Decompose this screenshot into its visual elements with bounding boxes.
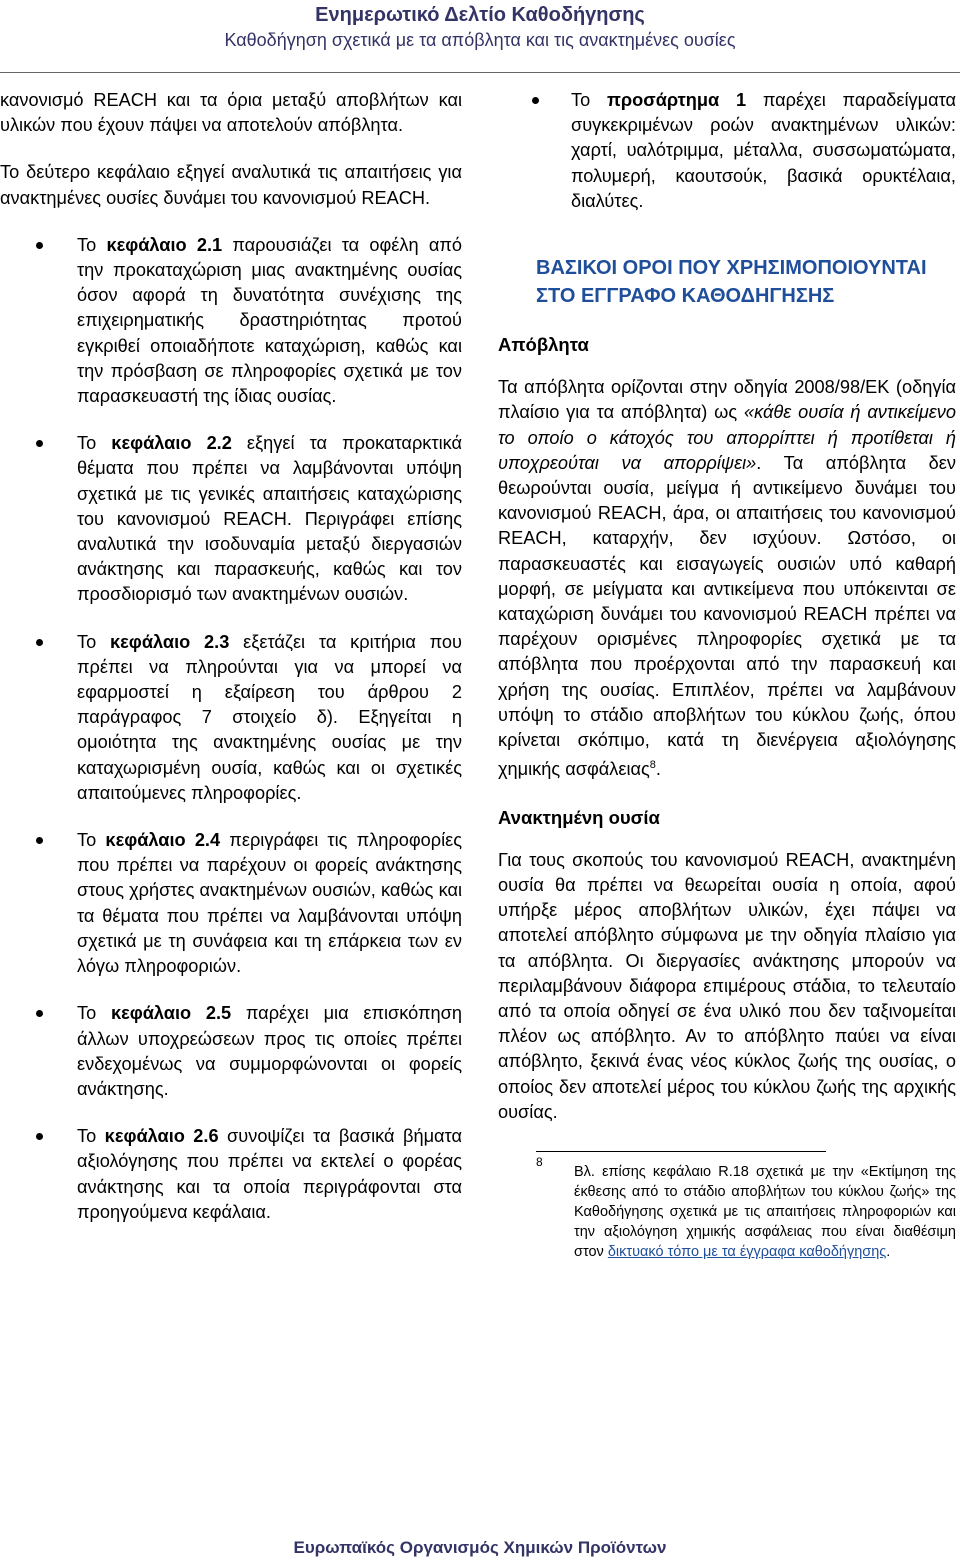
bullet-icon: [36, 242, 43, 249]
paragraph-waste: Τα απόβλητα ορίζονται στην οδηγία 2008/98/ΕΚ (οδηγία πλαίσιο για τα απόβλητα) ως «κάθε ουσία ή αντικείμενο το οποίο ο κάτοχός του απορρίπτει ή προτίθεται ή υποχρεούται να απορρίψει». Τα απόβλητα δεν θεωρούνται ουσία, μείγμα ή αντικείμενο δυνάμει του κανονισμού REACH, άρα, οι απαιτήσεις του κανονισμού REACH, καταρχήν, δεν ισχύουν. Ωστόσο, οι παρασκευαστές και εισαγωγείς ουσιών υπό καθαρή μορφή, σε μείγματα και αντικείμενα που υπόκεινται σε καταχώριση δυνάμει του κανονισμού REACH πρέπει να παρέχουν ορισμένες πληροφορίες σχετικά με τα απόβλητα που προέρχονται από την παρασκευή και χρήση της ουσίας. Επιπλέον, πρέπει να λαμβάνουν υπόψη το στάδιο αποβλήτων του κύκλου ζωής, όπου κρίνεται σκόπιμο, κατά τη διενέργεια αξιολόγησης χημικής ασφάλειας$^8$.: [498, 377, 957, 780]
bullet-icon: [36, 1133, 43, 1140]
bullet-icon: [36, 639, 43, 646]
bullet-icon: [532, 97, 539, 104]
page-header: [0, 0, 960, 52]
bullet-icon: [36, 440, 43, 447]
page-footer: Ευρωπαϊκός Οργανισμός Χημικών Προϊόντων: [293, 1538, 667, 1557]
bullet-item: Το προσάρτημα 1 παρέχει παραδείγματα συγκεκριμένων ροών ανακτημένων υλικών: χαρτί, υαλότριμμα, μέταλλα, συσσωματώματα, πολυμερή, καουτσούκ, βασικά ορυκτέλαια, διαλύτες.: [498, 88, 956, 214]
bullet-item: Το κεφάλαιο 2.6 συνοψίζει τα βασικά βήματα αξιολόγησης που πρέπει να εκτελεί ο φορέας ανάκτησης και τα οποία περιγράφονται στα προηγούμενα κεφάλαια.: [0, 1124, 462, 1225]
bullet-item: Το κεφάλαιο 2.2 εξηγεί τα προκαταρκτικά θέματα που πρέπει να λαμβάνονται υπόψη σχετικά με τις γενικές απαιτήσεις καταχώρισης του κανονισμού REACH. Περιγράφει επίσης αναλυτικά την ισοδυναμία μεταξύ διεργασιών ανάκτησης και παρασκευής, καθώς και τον προσδιορισμό των ανακτημένων ουσιών.: [0, 431, 462, 607]
subheading-waste: Απόβλητα: [498, 334, 589, 356]
bullet-item: Το κεφάλαιο 2.3 εξετάζει τα κριτήρια που πρέπει να πληρούνται για να μπορεί να εφαρμοστεί η εξαίρεση του άρθρου 2 παράγραφος 7 στοιχείο δ). Εξηγείται η ομοιότητα της ανακτημένης ουσίας με την καταχωρισμένη ουσία, καθώς και οι σχετικές απαιτούμενες πληροφορίες.: [0, 630, 462, 806]
paragraph-recovered: Για τους σκοπούς του κανονισμού REACH, ανακτημένη ουσία θα πρέπει να θεωρείται ουσία η οποία, αφού υπήρξε μέρος αποβλήτων υλικών, έχει πάψει να αποτελεί απόβλητο σύμφωνα με την οδηγία πλαίσιο για τα απόβλητα. Οι διεργασίες ανάκτησης μπορούν να περιλαμβάνουν διάφορα επιμέρους στάδια, το τελευταίο από τα οποία οδηγεί σε ένα υλικό που δεν ταξινομείται πλέον ως απόβλητο. Αν το απόβλητο παύει να είναι απόβλητο, ξεκινά ένας νέος κύκλος ζωής της ουσίας, ο οποίος δεν αποτελεί μέρος του κύκλου ζωής της αρχικής ουσίας.: [498, 849, 956, 1122]
bullet-icon: [36, 1010, 43, 1017]
bullet-item: Το κεφάλαιο 2.5 παρέχει μια επισκόπηση άλλων υποχρεώσεων προς τις οποίες πρέπει ενδεχομένως να συμμορφώνονται οι φορείς ανάκτησης.: [0, 1001, 462, 1102]
document-subtitle: Καθοδήγηση σχετικά με τα απόβλητα και τις ανακτημένες ουσίες: [224, 30, 736, 50]
paragraph: κανονισμό REACH και τα όρια μεταξύ αποβλήτων και υλικών που έχουν πάψει να αποτελούν απόβλητα.: [0, 90, 462, 136]
right-column: [498, 88, 956, 1262]
left-column: [0, 88, 462, 1225]
header-rule: [0, 72, 960, 73]
bullet-icon: [36, 837, 43, 844]
section-heading: ΒΑΣΙΚΟΙ ΟΡΟΙ ΠΟΥ ΧΡΗΣΙΜΟΠΟΙΟΥΝΤΑΙ ΣΤΟ ΕΓΓΡΑΦΟ ΚΑΘΟΔΗΓΗΣΗΣ: [536, 257, 927, 308]
document-title: Ενημερωτικό Δελτίο Καθοδήγησης: [315, 4, 645, 26]
footnote-number: 8: [536, 1154, 543, 1169]
bullet-item: Το κεφάλαιο 2.1 παρουσιάζει τα οφέλη από την προκαταχώριση μιας ανακτημένης ουσίας όσον αφορά τη δυνατότητα συνέχισης της επιχειρηματικής δραστηριότητας προτού εγκριθεί οποιαδήποτε καταχώριση, καθώς και την πρόσβαση σε πληροφορίες σχετικά με τον παρασκευαστή της ίδιας ουσίας.: [0, 233, 462, 409]
footnote: 8 Βλ. επίσης κεφάλαιο R.18 σχετικά με την «Εκτίμηση της έκθεσης από το στάδιο αποβλήτων του κύκλου ζωής» της Καθοδήγησης σχετικά με τις απαιτήσεις πληροφοριών και την αξιολόγηση χημικής ασφάλειας που είναι διαθέσιμη στον δικτυακό τόπο με τα έγγραφα καθοδήγησης.: [536, 1152, 956, 1262]
paragraph: Το δεύτερο κεφάλαιο εξηγεί αναλυτικά τις απαιτήσεις για ανακτημένες ουσίες δυνάμει του κανονισμού REACH.: [0, 162, 462, 208]
guidance-website-link[interactable]: δικτυακό τόπο με τα έγγραφα καθοδήγησης: [607, 1243, 887, 1260]
bullet-item: Το κεφάλαιο 2.4 περιγράφει τις πληροφορίες που πρέπει να παρέχουν οι φορείς ανάκτησης στους χρήστες ανακτημένων ουσιών, καθώς και τα θέματα που πρέπει να λαμβάνονται υπόψη σχετικά με τη συνάφεια και τη επάρκεια των εν λόγω πληροφοριών.: [0, 828, 462, 979]
subheading-recovered: Ανακτημένη ουσία: [498, 806, 660, 828]
